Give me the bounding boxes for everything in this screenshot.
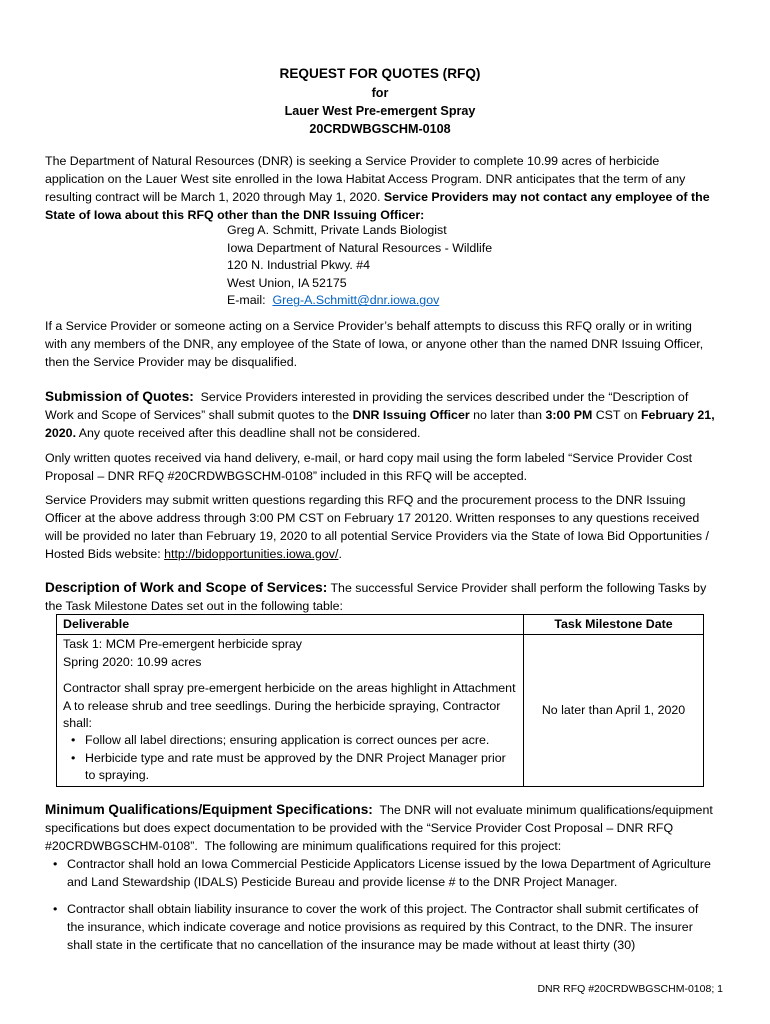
contact-name: Greg A. Schmitt, Private Lands Biologist [227, 223, 447, 237]
intro-paragraph [45, 152, 717, 224]
contact-email-line [227, 292, 492, 310]
task-season: Spring 2020: 10.99 acres [63, 654, 202, 669]
qualifications-bullet-2 [45, 900, 717, 954]
submission-text-c: no later than [469, 408, 546, 422]
qualifications-heading: Minimum Qualifications/Equipment Specifications: [45, 802, 373, 817]
title-for: for [371, 86, 389, 100]
submission-heading: Submission of Quotes: [45, 389, 194, 404]
table-header-row [57, 615, 704, 635]
intro-text: The Department of Natural Resources (DNR) is seeking a Service Provider to complete 10.99 acres of herbicide application on the Lauer West site enrolled in the Iowa Habitat Access Program. DNR anticipates that the term of any resulting contract will be March 1, 2020 through May 1, 2020. [45, 154, 686, 204]
submission-paragraph [45, 388, 717, 442]
intro-bold: Service Providers may not contact any employee of the State of Iowa about this RFQ other than the DNR Issuing Officer: [45, 190, 710, 222]
rfq-number: 20CRDWBGSCHM-0108 [309, 122, 451, 136]
qualifications-bullet-1 [45, 855, 717, 891]
deliverable-cell [57, 635, 524, 786]
document-title: REQUEST FOR QUOTES (RFQ) [279, 66, 481, 81]
bullet-icon: • [71, 733, 76, 748]
questions-text: Service Providers may submit written questions regarding this RFQ and the procurement process to the DNR Issuing Officer at the above address through 3:00 PM CST on February 17 20120. Written responses to any questions received will be provided no later than February 19, 2020 to all potential Service Providers via the State of Iowa Bid Opportunities / Hosted Bids website: [45, 493, 709, 561]
bullet-icon: • [71, 750, 76, 765]
task-bullets [63, 732, 517, 784]
email-link[interactable]: Greg-A.Schmitt@dnr.iowa.gov [272, 293, 440, 308]
milestone-date-cell: No later than April 1, 2020 [524, 635, 704, 786]
qualifications-text: The DNR will not evaluate minimum qualifications/equipment specifications but does expect documentation to be provided with the “Service Provider Cost Proposal – DNR RFQ #20CRDWBGSCHM-0108”. The following are minimum qualifications required for this project: [45, 803, 717, 853]
description-text: The successful Service Provider shall perform the following Tasks by the Task Milestone Dates set out in the following table: [45, 581, 707, 613]
submission-text-g: Any quote received after this deadline shall not be considered. [76, 426, 421, 440]
table-row [57, 635, 704, 786]
warning-paragraph: If a Service Provider or someone acting on a Service Provider’s behalf attempts to discuss this RFQ orally or in writing with any members of the DNR, any employee of the State of Iowa, or anyone other than the named DNR Issuing Officer, then the Service Provider may be disqualified. [45, 319, 704, 369]
submission-text-e: CST on [592, 408, 641, 422]
issuing-officer: DNR Issuing Officer [352, 408, 470, 422]
questions-paragraph [45, 491, 717, 563]
deadline-time: 3:00 PM [545, 408, 593, 422]
contact-dept: Iowa Department of Natural Resources - Wildlife [227, 240, 493, 255]
description-heading: Description of Work and Scope of Services: [45, 580, 328, 595]
col-header-deliverable: Deliverable [57, 615, 524, 635]
email-label: E-mail: [227, 293, 273, 308]
questions-end: . [338, 547, 342, 561]
submission-text-a: Service Providers interested in providing the services described under the “Description of Work and Scope of Services” shall submit quotes to the [45, 390, 692, 422]
bid-opportunities-link[interactable]: http://bidopportunities.iowa.gov/ [164, 547, 339, 561]
submission-methods-paragraph: Only written quotes received via hand delivery, e-mail, or hard copy mail using the form labeled “Service Provider Cost Proposal – DNR RFQ #20CRDWBGSCHM-0108” included in this RFQ will be accepted. [45, 451, 693, 483]
col-header-milestone: Task Milestone Date [524, 615, 704, 635]
description-paragraph [45, 579, 717, 615]
task-bullet-text: Herbicide type and rate must be approved by the DNR Project Manager prior to spraying. [85, 750, 506, 783]
list-item [71, 750, 517, 785]
task-bullet-text: Follow all label directions; ensuring application is correct ounces per acre. [85, 733, 490, 748]
list-item [71, 732, 517, 749]
contact-street: 120 N. Industrial Pkwy. #4 [227, 258, 371, 273]
deadline-date: February 21, 2020. [45, 408, 715, 440]
bullet-icon: • [53, 902, 58, 916]
deliverables-table [56, 614, 704, 787]
contact-block [227, 222, 492, 310]
qualifications-paragraph [45, 801, 717, 855]
project-name: Lauer West Pre-emergent Spray [284, 104, 476, 118]
task-detail: Contractor shall spray pre-emergent herbicide on the areas highlight in Attachment A to release shrub and tree seedlings. During the herbicide spraying, Contractor shall: [63, 681, 516, 731]
bullet-icon: • [53, 857, 58, 871]
qualification-license: Contractor shall hold an Iowa Commercial Pesticide Applicators License issued by the Iowa Department of Agriculture and Land Stewardship (IDALS) Pesticide Bureau and provide license # to the DNR Project Manager. [67, 857, 711, 889]
contact-city: West Union, IA 52175 [227, 275, 347, 290]
page-footer: DNR RFQ #20CRDWBGSCHM-0108; 1 [537, 983, 723, 995]
task-name: Task 1: MCM Pre-emergent herbicide spray [63, 637, 302, 652]
qualification-insurance: Contractor shall obtain liability insurance to cover the work of this project. The Contractor shall submit certificates of the insurance, which indicate coverage and notice provisions as required by this Contract, to the DNR. The insurer shall state in the certificate that no cancellation of the insurance may be made without at least thirty (30) [67, 902, 699, 952]
